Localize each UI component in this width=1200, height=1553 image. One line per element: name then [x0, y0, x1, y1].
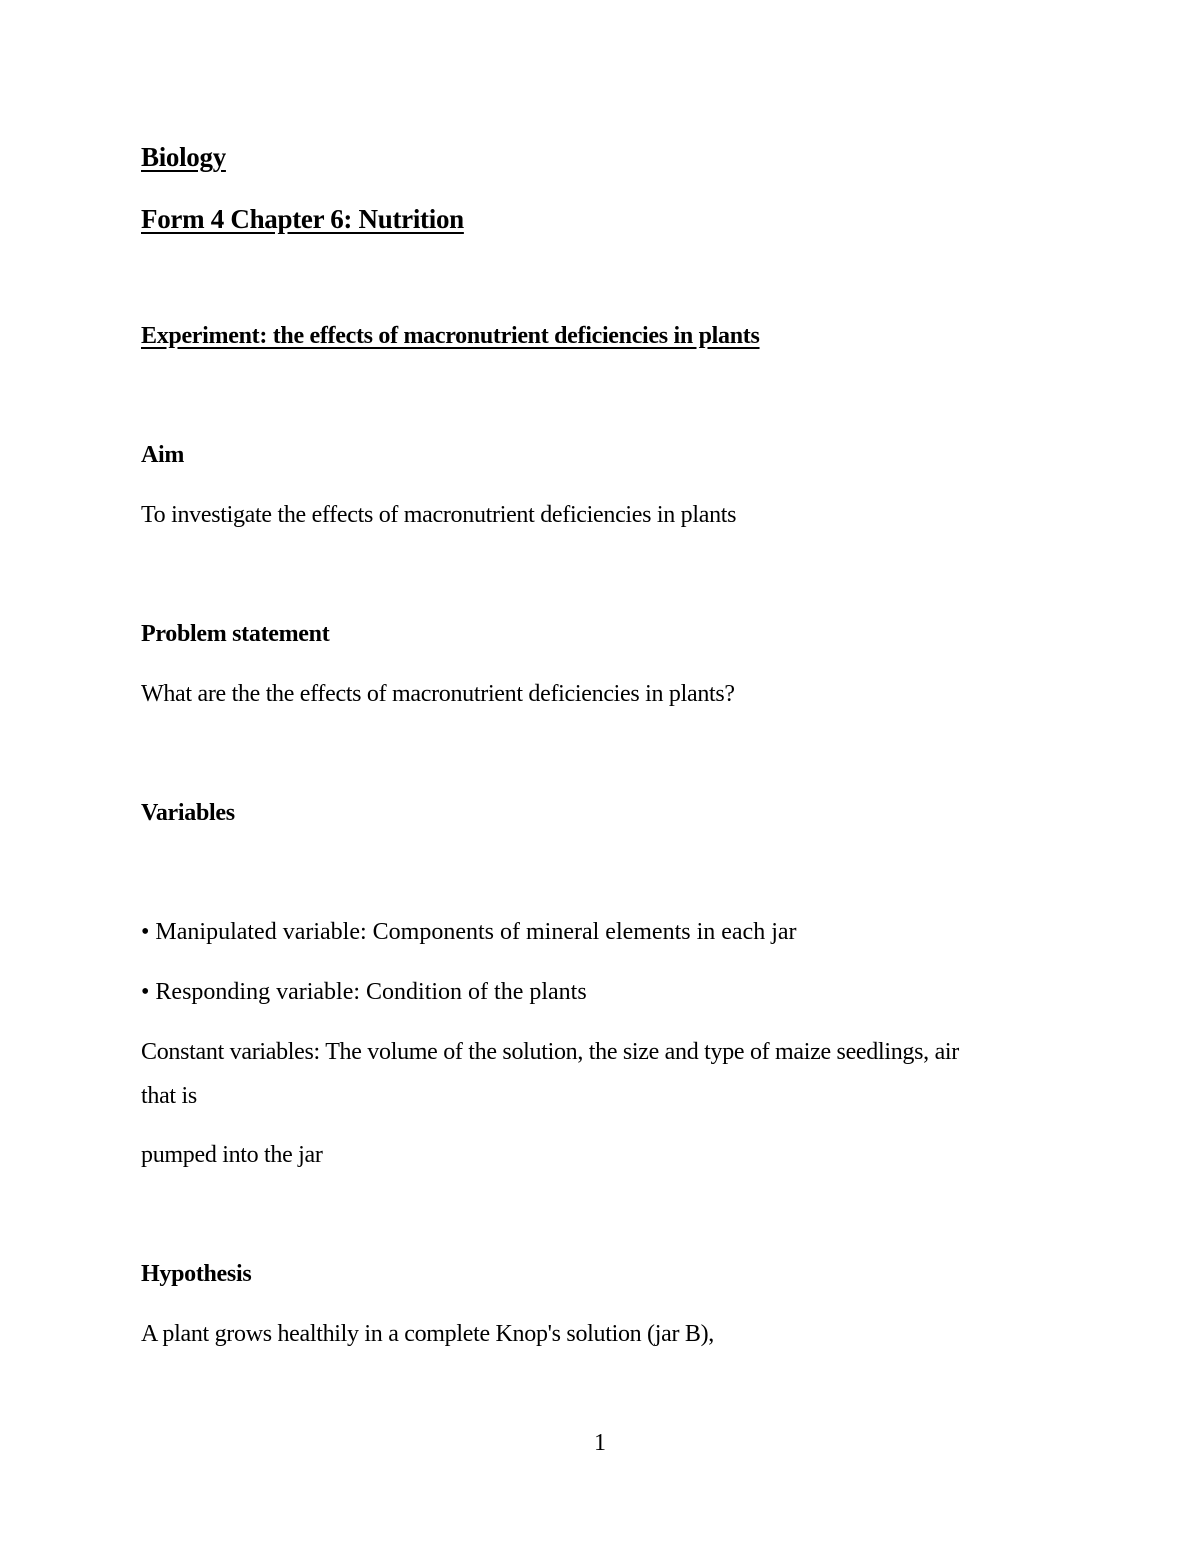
aim-heading: Aim [141, 442, 185, 468]
hypothesis-text: A plant grows healthily in a complete Knop's solution (jar B), [141, 1321, 714, 1347]
manipulated-variable-item: • Manipulated variable: Components of mineral elements in each jar [141, 919, 797, 945]
constant-variables-line-2: that is [141, 1083, 197, 1109]
constant-variables-line-1: Constant variables: The volume of the solution, the size and type of maize seedlings, air [141, 1039, 959, 1065]
constant-variables-line-3: pumped into the jar [141, 1142, 323, 1168]
hypothesis-heading: Hypothesis [141, 1261, 252, 1287]
problem-statement-heading: Problem statement [141, 621, 330, 647]
problem-statement-text: What are the the effects of macronutrient deficiencies in plants? [141, 681, 735, 707]
page-number: 1 [594, 1430, 606, 1456]
responding-variable-item: • Responding variable: Condition of the plants [141, 979, 587, 1005]
subject-title: Biology [141, 142, 226, 172]
aim-text: To investigate the effects of macronutrient deficiencies in plants [141, 502, 737, 528]
chapter-title: Form 4 Chapter 6: Nutrition [141, 204, 464, 234]
experiment-title: Experiment: the effects of macronutrient deficiencies in plants [141, 323, 760, 349]
variables-heading: Variables [141, 800, 235, 826]
